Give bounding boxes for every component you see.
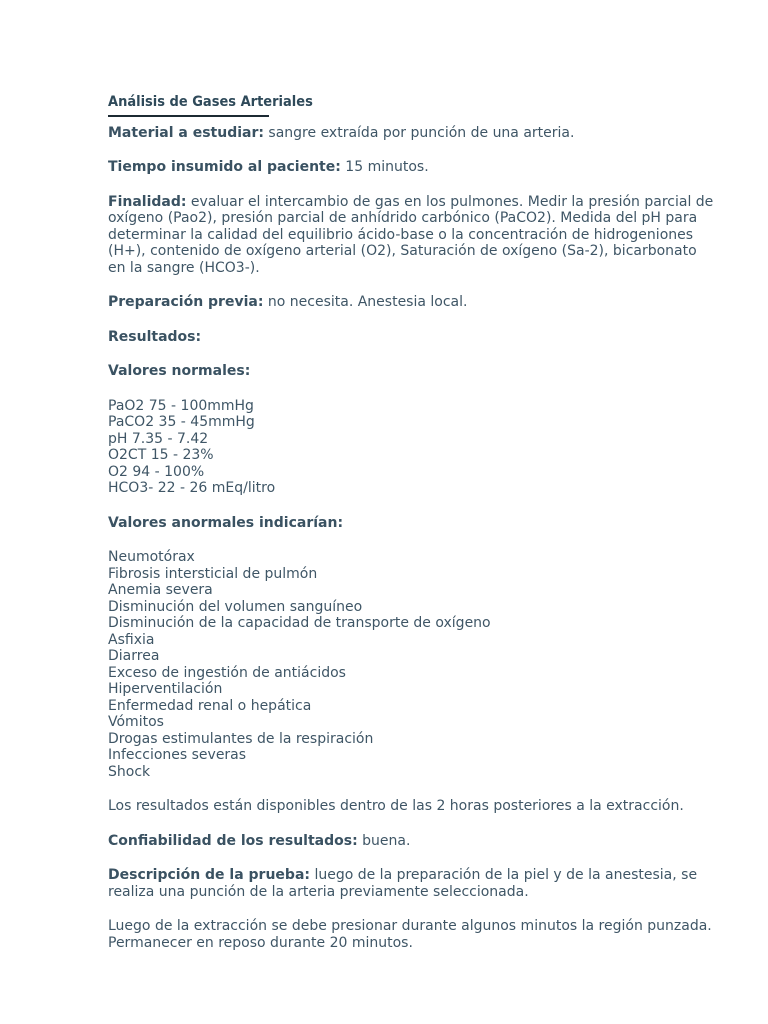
list-item: Diarrea — [108, 648, 160, 664]
finalidad-paragraph — [108, 194, 718, 277]
descripcion-label: Descripción de la prueba: — [108, 867, 310, 883]
list-item: O2CT 15 - 23% — [108, 447, 214, 463]
list-item: PaCO2 35 - 45mmHg — [108, 414, 255, 430]
material-text: sangre extraída por punción de una arteria. — [263, 124, 575, 141]
descripcion-text: luego de la preparación de la piel y de la anestesia, se realiza una punción de la arteria previamente seleccionada. — [108, 867, 698, 900]
list-item: Disminución del volumen sanguíneo — [108, 598, 363, 615]
preparacion-paragraph — [108, 294, 718, 311]
descripcion-paragraph — [108, 867, 718, 900]
document-title-text: Análisis de Gases Arteriales — [108, 94, 313, 110]
list-item: Anemia severa — [108, 582, 213, 598]
valores-anormales-list — [108, 549, 718, 780]
tiempo-paragraph — [108, 159, 718, 176]
confiabilidad-paragraph — [108, 833, 718, 850]
preparacion-label: Preparación previa: — [108, 294, 264, 310]
list-item: Fibrosis intersticial de pulmón — [108, 565, 318, 582]
list-item: Exceso de ingestión de antiácidos — [108, 664, 346, 681]
valores-normales-list — [108, 398, 718, 497]
list-item: Neumotórax — [108, 549, 195, 565]
list-item: Enfermedad renal o hepática — [108, 697, 312, 714]
finalidad-label: Finalidad: — [108, 193, 187, 210]
material-paragraph — [108, 125, 718, 142]
confiabilidad-label: Confiabilidad de los resultados: — [108, 832, 358, 849]
list-item: PaO2 75 - 100mmHg — [108, 397, 254, 414]
document-title — [108, 94, 313, 117]
tiempo-label: Tiempo insumido al paciente: — [108, 159, 341, 175]
list-item: Asfixia — [108, 631, 155, 648]
list-item: pH 7.35 - 7.42 — [108, 430, 209, 447]
finalidad-text: evaluar el intercambio de gas en los pulmones. Medir la presión parcial de oxígeno (Pao2), presión parcial de anhídrido carbónico (PaCO2). Medida del pH para determinar la calidad del equilibrio ácido-base o la concentración de hidrogeniones (H+), contenido de oxígeno arterial (O2), Saturación de oxígeno (Sa-2), bicarbonato en la sangre (HCO3-). — [108, 193, 714, 276]
resultados-heading: Resultados: — [108, 328, 202, 345]
disponibles-paragraph: Los resultados están disponibles dentro de las 2 horas posteriores a la extracción. — [108, 798, 684, 814]
list-item: O2 94 - 100% — [108, 463, 205, 480]
list-item: Hiperventilación — [108, 681, 223, 697]
material-label: Material a estudiar: — [108, 124, 264, 141]
list-item: Drogas estimulantes de la respiración — [108, 730, 374, 747]
list-item: Vómitos — [108, 714, 164, 730]
preparacion-text: no necesita. Anestesia local. — [263, 294, 468, 310]
tiempo-text: 15 minutos. — [340, 159, 429, 175]
list-item: Shock — [108, 763, 151, 780]
list-item: Disminución de la capacidad de transporte de oxígeno — [108, 615, 491, 631]
document-page — [108, 94, 718, 969]
valores-normales-heading: Valores normales: — [108, 363, 251, 379]
confiabilidad-text: buena. — [357, 832, 411, 849]
list-item: Infecciones severas — [108, 747, 247, 763]
extraccion-paragraph: Luego de la extracción se debe presionar durante algunos minutos la región punzada. Permanecer en reposo durante 20 minutos. — [108, 918, 712, 951]
valores-anormales-heading: Valores anormales indicarían: — [108, 514, 344, 531]
list-item: HCO3- 22 - 26 mEq/litro — [108, 480, 276, 496]
